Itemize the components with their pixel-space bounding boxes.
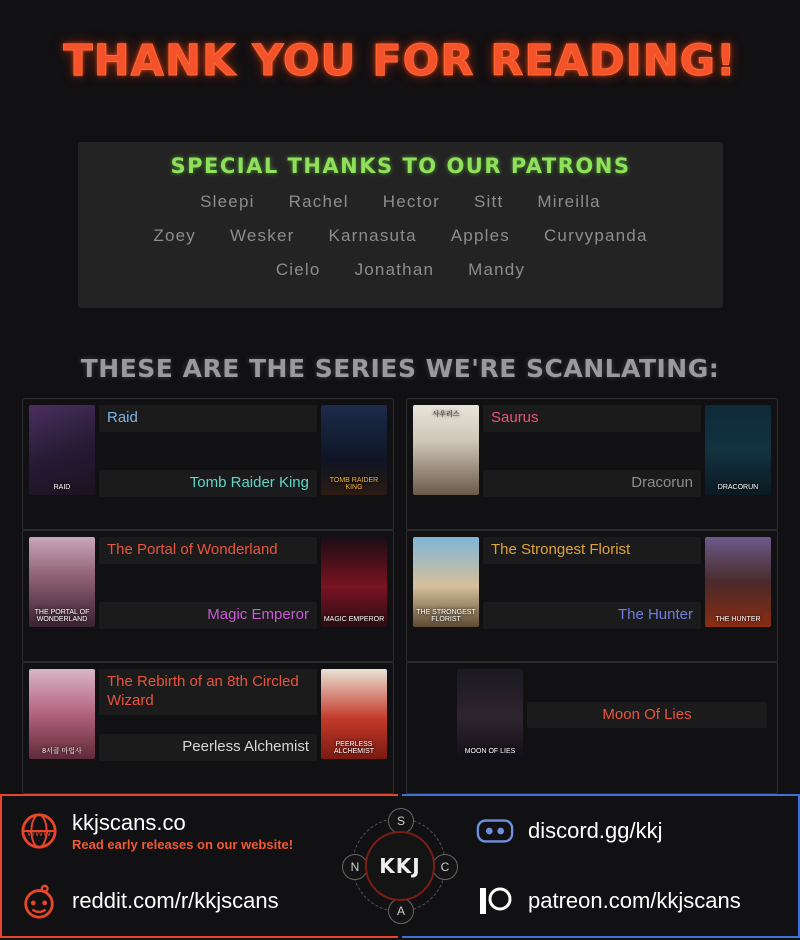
series-grid	[16, 398, 784, 794]
patron-name: Karnasuta	[328, 226, 417, 245]
globe-icon	[18, 810, 60, 852]
patron-name: Zoey	[153, 226, 196, 245]
website-url: kkjscans.co	[72, 809, 186, 835]
patron-row	[78, 226, 723, 246]
series-item[interactable]	[406, 530, 778, 662]
series-cover-right[interactable]	[321, 405, 387, 495]
cover-label: MOON OF LIES	[464, 748, 516, 756]
logo-core-text: KKJ	[365, 831, 435, 901]
logo-node-a: A	[388, 898, 414, 924]
series-heading: THESE ARE THE SERIES WE'RE SCANLATING:	[80, 354, 720, 383]
series-cover-left[interactable]	[413, 537, 479, 627]
cover-label: DRACORUN	[717, 484, 759, 492]
series-cover-right[interactable]	[321, 669, 387, 759]
series-titles	[483, 405, 701, 497]
series-titles	[99, 405, 317, 497]
series-title[interactable]: The Strongest Florist	[483, 537, 701, 564]
patron-name: Curvypanda	[543, 226, 648, 245]
series-titles	[483, 537, 701, 629]
series-item[interactable]	[22, 530, 394, 662]
series-title[interactable]: Tomb Raider King	[99, 470, 317, 497]
cover-label: 사우러스	[432, 411, 460, 418]
series-item[interactable]	[406, 398, 778, 530]
series-title[interactable]: Moon Of Lies	[527, 702, 767, 729]
patron-row	[78, 260, 723, 280]
series-cover-left[interactable]	[413, 405, 479, 495]
series-title[interactable]: The Rebirth of an 8th Circled Wizard	[99, 669, 317, 715]
discord-icon	[474, 810, 516, 852]
footer-patreon-link[interactable]	[402, 866, 800, 938]
website-subtitle: Read early releases on our website!	[72, 837, 294, 853]
series-title[interactable]: Saurus	[483, 405, 701, 432]
series-item[interactable]	[406, 662, 778, 794]
svg-text:WWW: WWW	[26, 827, 52, 838]
cover-label: THE PORTAL OF WONDERLAND	[34, 608, 90, 624]
cover-label: PEERLESS ALCHEMIST	[333, 740, 375, 756]
footer-discord-link[interactable]	[402, 794, 800, 866]
cover-label: 8서클 마법사	[42, 748, 82, 756]
cover-label: THE HUNTER	[715, 616, 761, 624]
patreon-url: patreon.com/kkjscans	[528, 888, 741, 914]
reddit-icon	[18, 880, 60, 922]
patron-name: Mandy	[468, 260, 526, 279]
series-title[interactable]: Peerless Alchemist	[99, 734, 317, 761]
logo-node-s: S	[388, 808, 414, 834]
cover-label: THE STRONGEST FLORIST	[416, 608, 476, 624]
patron-name: Wesker	[229, 226, 295, 245]
series-cover-right[interactable]	[705, 537, 771, 627]
patron-name: Hector	[382, 192, 441, 211]
footer	[0, 792, 800, 940]
series-item[interactable]	[22, 662, 394, 794]
patron-name: Cielo	[275, 260, 321, 279]
cover-label: MAGIC EMPEROR	[323, 616, 385, 624]
series-cover-left[interactable]	[457, 669, 523, 759]
cover-label: RAID	[53, 484, 71, 492]
footer-reddit-link[interactable]	[0, 866, 398, 938]
series-title[interactable]: Dracorun	[483, 470, 701, 497]
series-titles	[527, 669, 767, 761]
reddit-url: reddit.com/r/kkjscans	[72, 888, 279, 914]
series-titles	[99, 669, 317, 761]
patron-name: Sleepi	[200, 192, 255, 211]
kkj-logo[interactable]	[340, 806, 460, 926]
footer-website-link[interactable]	[0, 794, 398, 866]
patron-name: Apples	[450, 226, 510, 245]
series-cover-right[interactable]	[705, 405, 771, 495]
patron-name: Sitt	[474, 192, 504, 211]
series-title[interactable]: Magic Emperor	[99, 602, 317, 629]
series-title[interactable]: Raid	[99, 405, 317, 432]
series-cover-left[interactable]	[29, 669, 95, 759]
series-item[interactable]	[22, 398, 394, 530]
discord-url: discord.gg/kkj	[528, 818, 663, 844]
patrons-title: SPECIAL THANKS TO OUR PATRONS	[170, 154, 631, 178]
cover-label: TOMB RAIDER KING	[329, 476, 379, 492]
thank-you-banner: THANK YOU FOR READING!	[63, 36, 737, 86]
series-cover-left[interactable]	[29, 537, 95, 627]
patron-row	[78, 192, 723, 212]
patron-name: Jonathan	[354, 260, 435, 279]
patreon-icon	[474, 880, 516, 922]
logo-node-c: C	[432, 854, 458, 880]
logo-node-n: N	[342, 854, 368, 880]
series-titles	[99, 537, 317, 629]
series-title[interactable]: The Hunter	[483, 602, 701, 629]
patron-name: Rachel	[288, 192, 349, 211]
series-cover-left[interactable]	[29, 405, 95, 495]
patrons-panel	[78, 142, 723, 308]
patron-name: Mireilla	[537, 192, 601, 211]
series-cover-right[interactable]	[321, 537, 387, 627]
series-title[interactable]: The Portal of Wonderland	[99, 537, 317, 564]
